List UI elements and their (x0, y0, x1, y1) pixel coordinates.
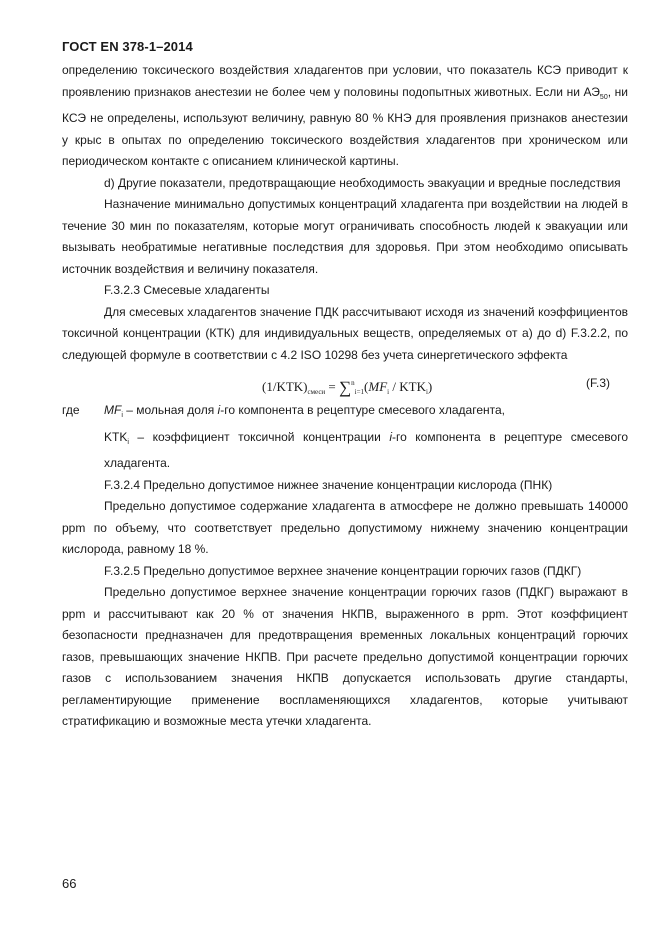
definition-ktk-text-a: – коэффициент токсичной концентрации (128, 429, 390, 444)
formula-equals: = (328, 379, 336, 394)
formula-mf-subscript: i (387, 388, 390, 396)
definition-mf (62, 400, 628, 427)
definition-mf-text-b: -го компонента в рецептуре смесевого хладагента, (220, 403, 506, 417)
formula-mf: MF (368, 379, 388, 394)
document-header: ГОСТ EN 378-1–2014 (62, 39, 193, 54)
definition-ktk-symbol: KTK (104, 429, 128, 444)
definition-mf-text-a: – мольная доля (122, 403, 218, 417)
sum-lower-limit: i=1 (354, 388, 365, 396)
formula-number: (F.3) (586, 376, 610, 390)
section-heading-f323: F.3.2.3 Смесевые хладагенты (104, 283, 270, 297)
ae-subscript: 50 (599, 93, 608, 101)
formula-paren-open: ( (364, 379, 369, 394)
page-body (62, 60, 628, 733)
definition-ktk-subscript: i (127, 438, 129, 446)
sum-upper-limit: n (351, 379, 355, 387)
paragraph-oxygen: Предельно допустимое содержание хладагента в атмосфере не должно превышать 140000 ppm по объему, что соответствует предельно допустимому нижнему значению концентрации кислорода, равному 18 %. (62, 499, 628, 556)
definition-mf-subscript: i (121, 412, 123, 419)
section-heading-f324: F.3.2.4 Предельно допустимое нижнее значение концентрации кислорода (ПНК) (104, 477, 553, 492)
sum-sign: ∑ (339, 378, 352, 397)
paragraph-mixture: Для смесевых хладагентов значение ПДК рассчитывают исходя из значений коэффициентов токсичной концентрации (КТК) для индивидуальных веществ, определяемых от a) до d) F.3.2.2, по следующей формуле в соответствии с 4.2 ISO 10298 без учета синергетического эффекта (62, 304, 628, 362)
definition-ktk (62, 427, 628, 475)
formula-paren-close: ) (427, 379, 433, 394)
definition-mf-index: i (217, 403, 221, 417)
list-item-d: d) Другие показатели, предотвращающие необходимость эвакуации и вредные последствия (104, 175, 621, 190)
page-number: 66 (62, 876, 77, 891)
formula-ktk-subscript: i (425, 388, 428, 396)
formula-lhs: (1/KTK) (262, 379, 308, 394)
definition-mf-symbol: MF (104, 403, 122, 417)
paragraph-ae50 (62, 60, 628, 173)
definition-ktk-text-b: -го компонента в рецептуре смесевого хладагента. (104, 429, 629, 470)
section-heading-f325: F.3.2.5 Предельно допустимое верхнее значение концентрации горючих газов (ПДКГ) (104, 563, 582, 578)
where-label: где (62, 403, 80, 417)
formula-ktk: / KTK (392, 379, 426, 394)
definition-ktk-index: i (389, 429, 392, 444)
formula-f3 (62, 366, 628, 400)
formula-lhs-subscript: смеси (307, 388, 326, 396)
paragraph-ae50-tail: , ни КСЭ не определены, используют величину, равную 80 % КНЭ для проявления признаков анестезии у крыс в опытах по определению токсического воздействия хладагентов при хроническом или периодическом контакте с описанием клинической картины. (62, 84, 628, 168)
paragraph-flammable-gases: Предельно допустимое верхнее значение концентрации горючих газов (ПДКГ) выражают в ppm и рассчитывают как 20 % от значения НКПВ, выраженного в ppm. Этот коэффициент безопасности предназначен для предотвращения временных локальных концентраций горючих газов, превышающих значение НКПВ. При расчете предельно допустимой концентрации горючих газов с использованием значения НКПВ допускается использовать другие стандарты, регламентирующие применение воспламеняющихся хладагентов, которые учитывают стратификацию и возможные места утечки хладагента. (62, 585, 628, 728)
paragraph-min-concentration: Назначение минимально допустимых концентраций хладагента при воздействии на людей в течение 30 мин по показателям, которые могут ограничивать способность людей к эвакуации или вызывать необратимые негативные последствия для здоровья. При этом необходимо описывать источник воздействия и величину показателя. (62, 197, 628, 276)
paragraph-ae50-text: определению токсического воздействия хладагентов при условии, что показатель КСЭ приводит к проявлению признаков анестезии не более чем у половины подопытных животных. Если ни АЭ (62, 63, 628, 99)
